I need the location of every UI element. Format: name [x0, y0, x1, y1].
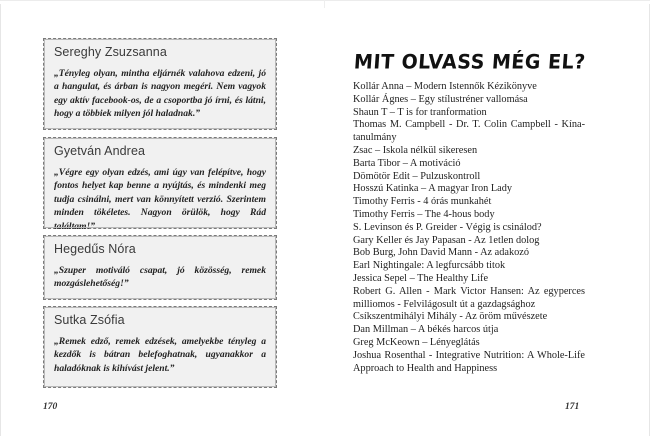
page-number-left: 170	[43, 402, 58, 412]
testimonial-name: Sereghy Zsuzsanna	[54, 45, 167, 59]
testimonial-name: Sutka Zsófia	[54, 313, 125, 327]
book-list	[353, 81, 585, 375]
testimonial-card	[43, 306, 277, 388]
page-number-right: 171	[565, 402, 580, 412]
testimonial-quote: „Végre egy olyan edzés, ami úgy van felépítve, hogy fontos helyet kap benne a nyújtás, és mindenki meg tudja csinálni, mert van könnyített verzió. Szerintem minden tökéletes. Nagyon örülök, hogy Rád találtam!”	[54, 167, 266, 232]
book-item: Zsac – Iskola nélkül sikeresen	[353, 144, 478, 156]
book-item: Bob Burg, John David Mann - Az adakozó	[353, 247, 529, 259]
book-item: Dömötör Edit – Pulzuskontroll	[353, 170, 481, 182]
book-item: S. Levinson és P. Greider - Végig is csinálod?	[353, 221, 542, 233]
testimonial-card	[43, 235, 277, 300]
book-item: Gary Keller és Jay Papasan - Az 1etlen dolog	[353, 234, 540, 246]
right-page	[325, 0, 650, 440]
book-item: Kollár Ágnes – Egy stílustréner vallomása	[353, 93, 528, 105]
book-item: Robert G. Allen - Mark Victor Hansen: Az egyperces milliomos - Felvilágosult út a gazdagsághoz	[353, 285, 585, 310]
book-item: Earl Nightingale: A legfurcsább titok	[353, 260, 506, 272]
testimonial-quote: „Tényleg olyan, mintha eljárnék valahova edzeni, jó a hangulat, és árban is nagyon megéri. Nem vagyok egy aktív facebook-os, de a csoportba jó írni, és látni, hogy a többiek milyen jól haladnak.”	[54, 68, 266, 120]
book-item: Hosszú Katinka – A magyar Iron Lady	[353, 183, 512, 195]
testimonial-card	[43, 137, 277, 232]
testimonial-quote: „Szuper motiváló csapat, jó közösség, remek mozgáslehetőség!”	[54, 265, 266, 290]
book-item: Dan Millman – A békés harcos útja	[353, 324, 499, 336]
testimonial-name: Hegedűs Nóra	[54, 242, 136, 256]
book-item: Kollár Anna – Modern Istennők Kézikönyve	[353, 81, 537, 92]
book-item: Timothy Ferris – The 4-hous body	[353, 208, 495, 220]
book-item: Barta Tibor – A motiváció	[353, 157, 461, 169]
book-item: Thomas M. Campbell - Dr. T. Colin Campbell - Kína-tanulmány	[353, 119, 585, 144]
book-item: Timothy Ferris - 4 órás munkahét	[353, 196, 492, 208]
book-item: Joshua Rosenthal - Integrative Nutrition: A Whole-Life Approach to Health and Happiness	[353, 349, 585, 374]
book-item: Shaun T – T is for tranformation	[353, 106, 487, 118]
book-item: Greg McKeown – Lényeglátás	[353, 336, 480, 348]
page-heading: MIT OLVASS MÉG EL?	[353, 50, 587, 74]
testimonial-name: Gyetván Andrea	[54, 144, 146, 158]
book-item: Csíkszentmihályi Mihály - Az öröm művészete	[353, 311, 548, 323]
book-item: Jessica Sepel – The Healthy Life	[353, 272, 489, 284]
testimonial-card	[43, 38, 277, 130]
testimonial-quote: „Remek edző, remek edzések, amelyekbe tényleg a kezdők is bátran belefoghatnak, ugyanakkor a haladóknak is kihívást jelent.”	[54, 336, 266, 374]
